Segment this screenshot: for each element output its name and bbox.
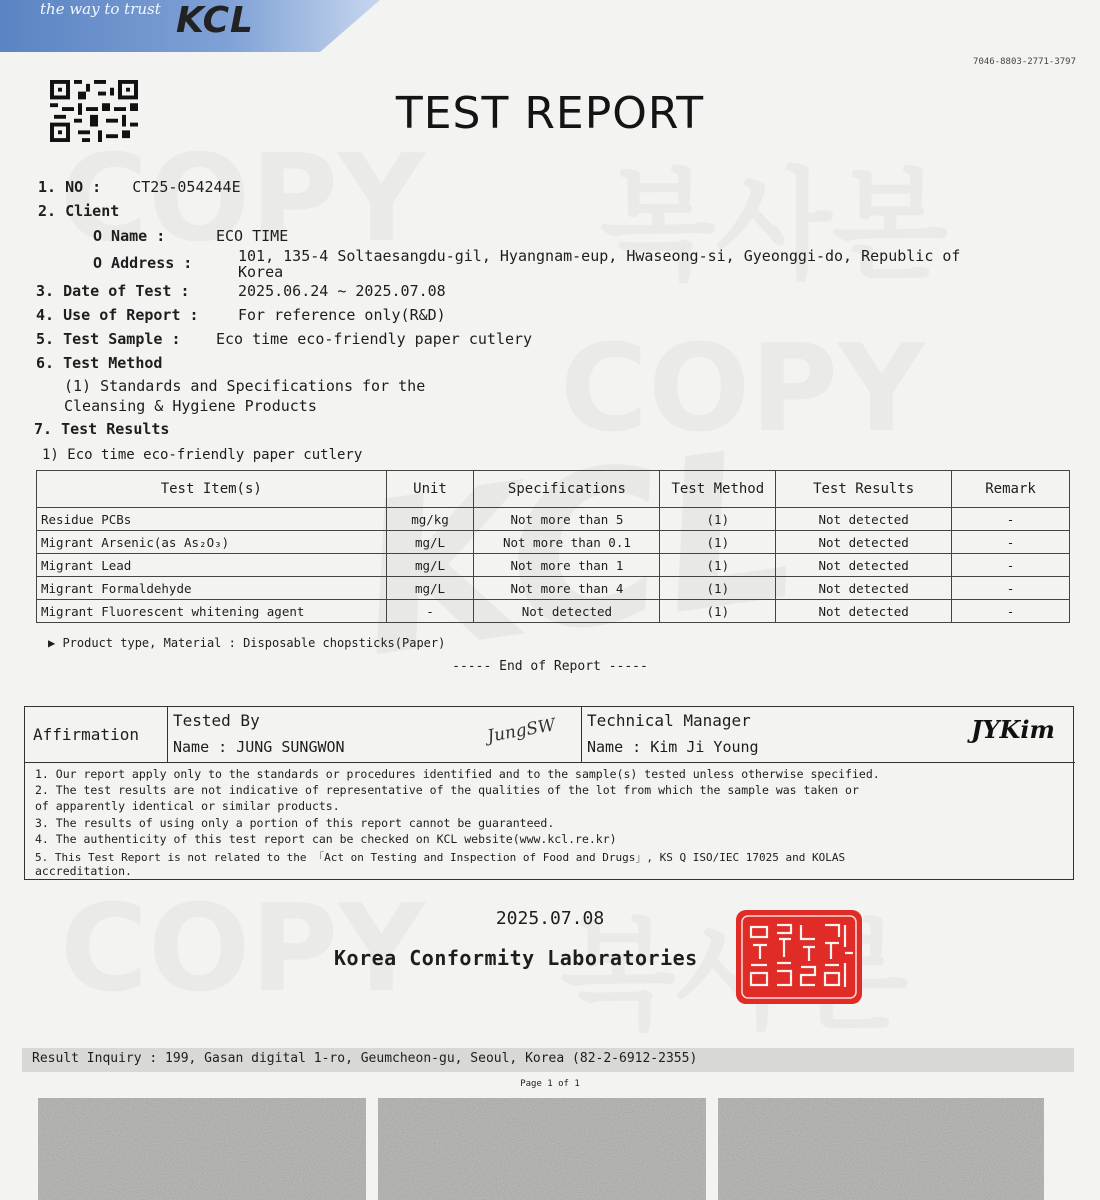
table-row bbox=[37, 577, 1070, 600]
date-of-test-value: 2025.06.24 ~ 2025.07.08 bbox=[238, 282, 446, 300]
table-cell: mg/kg bbox=[386, 508, 474, 531]
table-cell: Migrant Arsenic(as As₂O₃) bbox=[37, 531, 387, 554]
affirmation-box bbox=[24, 706, 1074, 880]
table-row bbox=[37, 554, 1070, 577]
client-name-value: ECO TIME bbox=[216, 227, 289, 245]
date-of-test-label: 3. Date of Test : bbox=[36, 282, 190, 300]
product-note: ▶ Product type, Material : Disposable chopsticks(Paper) bbox=[48, 636, 446, 650]
table-cell: Not detected bbox=[776, 554, 952, 577]
slogan: the way to trust bbox=[40, 0, 161, 18]
note-line: accreditation. bbox=[35, 864, 132, 878]
report-no-label: 1. NO : bbox=[38, 178, 102, 196]
test-method-value bbox=[64, 376, 425, 416]
security-pattern bbox=[718, 1098, 1044, 1200]
table-cell: Not detected bbox=[776, 577, 952, 600]
client-address-value bbox=[238, 248, 960, 280]
page-number: Page 1 of 1 bbox=[520, 1079, 580, 1089]
client-address-label: O Address : bbox=[93, 254, 193, 272]
use-of-report-value: For reference only(R&D) bbox=[238, 306, 446, 324]
document-code: 7046-8803-2771-3797 bbox=[973, 57, 1076, 67]
table-cell: Not more than 0.1 bbox=[474, 531, 660, 554]
table-cell: (1) bbox=[660, 600, 776, 623]
note-line: 1. Our report apply only to the standards or procedures identified and to the sample(s) tested unless otherwise specified. bbox=[35, 767, 880, 781]
table-cell: - bbox=[952, 531, 1070, 554]
report-no-value: CT25-054244E bbox=[132, 178, 241, 196]
table-cell: (1) bbox=[660, 554, 776, 577]
tested-by-label: Tested By bbox=[173, 711, 260, 730]
end-of-report: ----- End of Report ----- bbox=[452, 659, 648, 674]
note-line: 4. The authenticity of this test report can be checked on KCL website(www.kcl.re.kr) bbox=[35, 832, 617, 846]
table-cell: Not more than 4 bbox=[474, 577, 660, 600]
kcl-logo: KCL bbox=[176, 0, 254, 41]
client-name-label: O Name : bbox=[93, 227, 166, 245]
divider bbox=[167, 707, 168, 763]
table-cell: mg/L bbox=[386, 531, 474, 554]
manager-name: Name : Kim Ji Young bbox=[587, 738, 759, 756]
use-of-report-label: 4. Use of Report : bbox=[36, 306, 199, 324]
test-sample-value: Eco time eco-friendly paper cutlery bbox=[216, 330, 533, 348]
test-method-line-1: (1) Standards and Specifications for the bbox=[64, 377, 426, 395]
client-name bbox=[93, 227, 165, 245]
result-inquiry: Result Inquiry : 199, Gasan digital 1-ro, Geumcheon-gu, Seoul, Korea (82-2-6912-2355) bbox=[32, 1051, 698, 1066]
test-results-label: 7. Test Results bbox=[34, 420, 170, 438]
table-cell: (1) bbox=[660, 531, 776, 554]
table-cell: - bbox=[386, 600, 474, 623]
page-title: TEST REPORT bbox=[395, 88, 705, 139]
note-line: 2. The test results are not indicative of representative of the qualities of the lot from which the sample was taken or bbox=[35, 783, 859, 797]
table-cell: (1) bbox=[660, 577, 776, 600]
table-cell: Migrant Fluorescent whitening agent bbox=[37, 600, 387, 623]
table-cell: Migrant Formaldehyde bbox=[37, 577, 387, 600]
table-header-row bbox=[37, 471, 1070, 508]
table-cell: (1) bbox=[660, 508, 776, 531]
manager-signature: JYKim bbox=[971, 715, 1055, 744]
tester-signature: JungSW bbox=[485, 715, 557, 747]
security-pattern bbox=[38, 1098, 366, 1200]
table-cell: Not detected bbox=[474, 600, 660, 623]
tester-name: Name : JUNG SUNGWON bbox=[173, 738, 345, 756]
table-cell: Not detected bbox=[776, 508, 952, 531]
security-pattern bbox=[378, 1098, 706, 1200]
note-line: 3. The results of using only a portion of this report cannot be guaranteed. bbox=[35, 816, 555, 830]
test-method-label: 6. Test Method bbox=[36, 354, 163, 372]
column-header: Unit bbox=[386, 471, 474, 508]
column-header: Test Method bbox=[660, 471, 776, 508]
technical-manager-label: Technical Manager bbox=[587, 711, 751, 730]
table-cell: - bbox=[952, 577, 1070, 600]
table-cell: Migrant Lead bbox=[37, 554, 387, 577]
table-row bbox=[37, 531, 1070, 554]
column-header: Test Item(s) bbox=[37, 471, 387, 508]
issue-date: 2025.07.08 bbox=[495, 908, 605, 929]
table-row bbox=[37, 600, 1070, 623]
test-results-sub: 1) Eco time eco-friendly paper cutlery bbox=[42, 447, 363, 463]
results-table bbox=[36, 470, 1070, 623]
organization-name: Korea Conformity Laboratories bbox=[334, 946, 698, 970]
table-cell: mg/L bbox=[386, 577, 474, 600]
client-label: 2. Client bbox=[38, 202, 120, 220]
note-line: 5. This Test Report is not related to the 「Act on Testing and Inspection of Food and Drugs」, KS Q ISO/IEC 17025 and KOLAS bbox=[35, 851, 846, 864]
table-cell: mg/L bbox=[386, 554, 474, 577]
test-method-line-2: Cleansing & Hygiene Products bbox=[64, 397, 317, 415]
address-line-1: 101, 135-4 Soltaesangdu-gil, Hyangnam-eup, Hwaseong-si, Gyeonggi-do, Republic of bbox=[238, 247, 961, 265]
address-line-2: Korea bbox=[238, 263, 284, 281]
table-cell: Residue PCBs bbox=[37, 508, 387, 531]
table-cell: Not detected bbox=[776, 531, 952, 554]
column-header: Test Results bbox=[776, 471, 952, 508]
copy-watermark bbox=[560, 320, 925, 459]
divider bbox=[581, 707, 582, 763]
table-cell: - bbox=[952, 508, 1070, 531]
test-sample-label: 5. Test Sample : bbox=[36, 330, 181, 348]
column-header: Specifications bbox=[474, 471, 660, 508]
table-cell: Not more than 1 bbox=[474, 554, 660, 577]
table-cell: Not more than 5 bbox=[474, 508, 660, 531]
table-cell: - bbox=[952, 600, 1070, 623]
affirmation-header bbox=[25, 707, 1075, 763]
table-cell: - bbox=[952, 554, 1070, 577]
official-seal-icon bbox=[733, 907, 865, 1007]
report-no bbox=[38, 178, 241, 196]
affirmation-label: Affirmation bbox=[33, 725, 139, 744]
table-cell: Not detected bbox=[776, 600, 952, 623]
table-row bbox=[37, 508, 1070, 531]
note-line: of apparently identical or similar products. bbox=[35, 799, 340, 813]
column-header: Remark bbox=[952, 471, 1070, 508]
